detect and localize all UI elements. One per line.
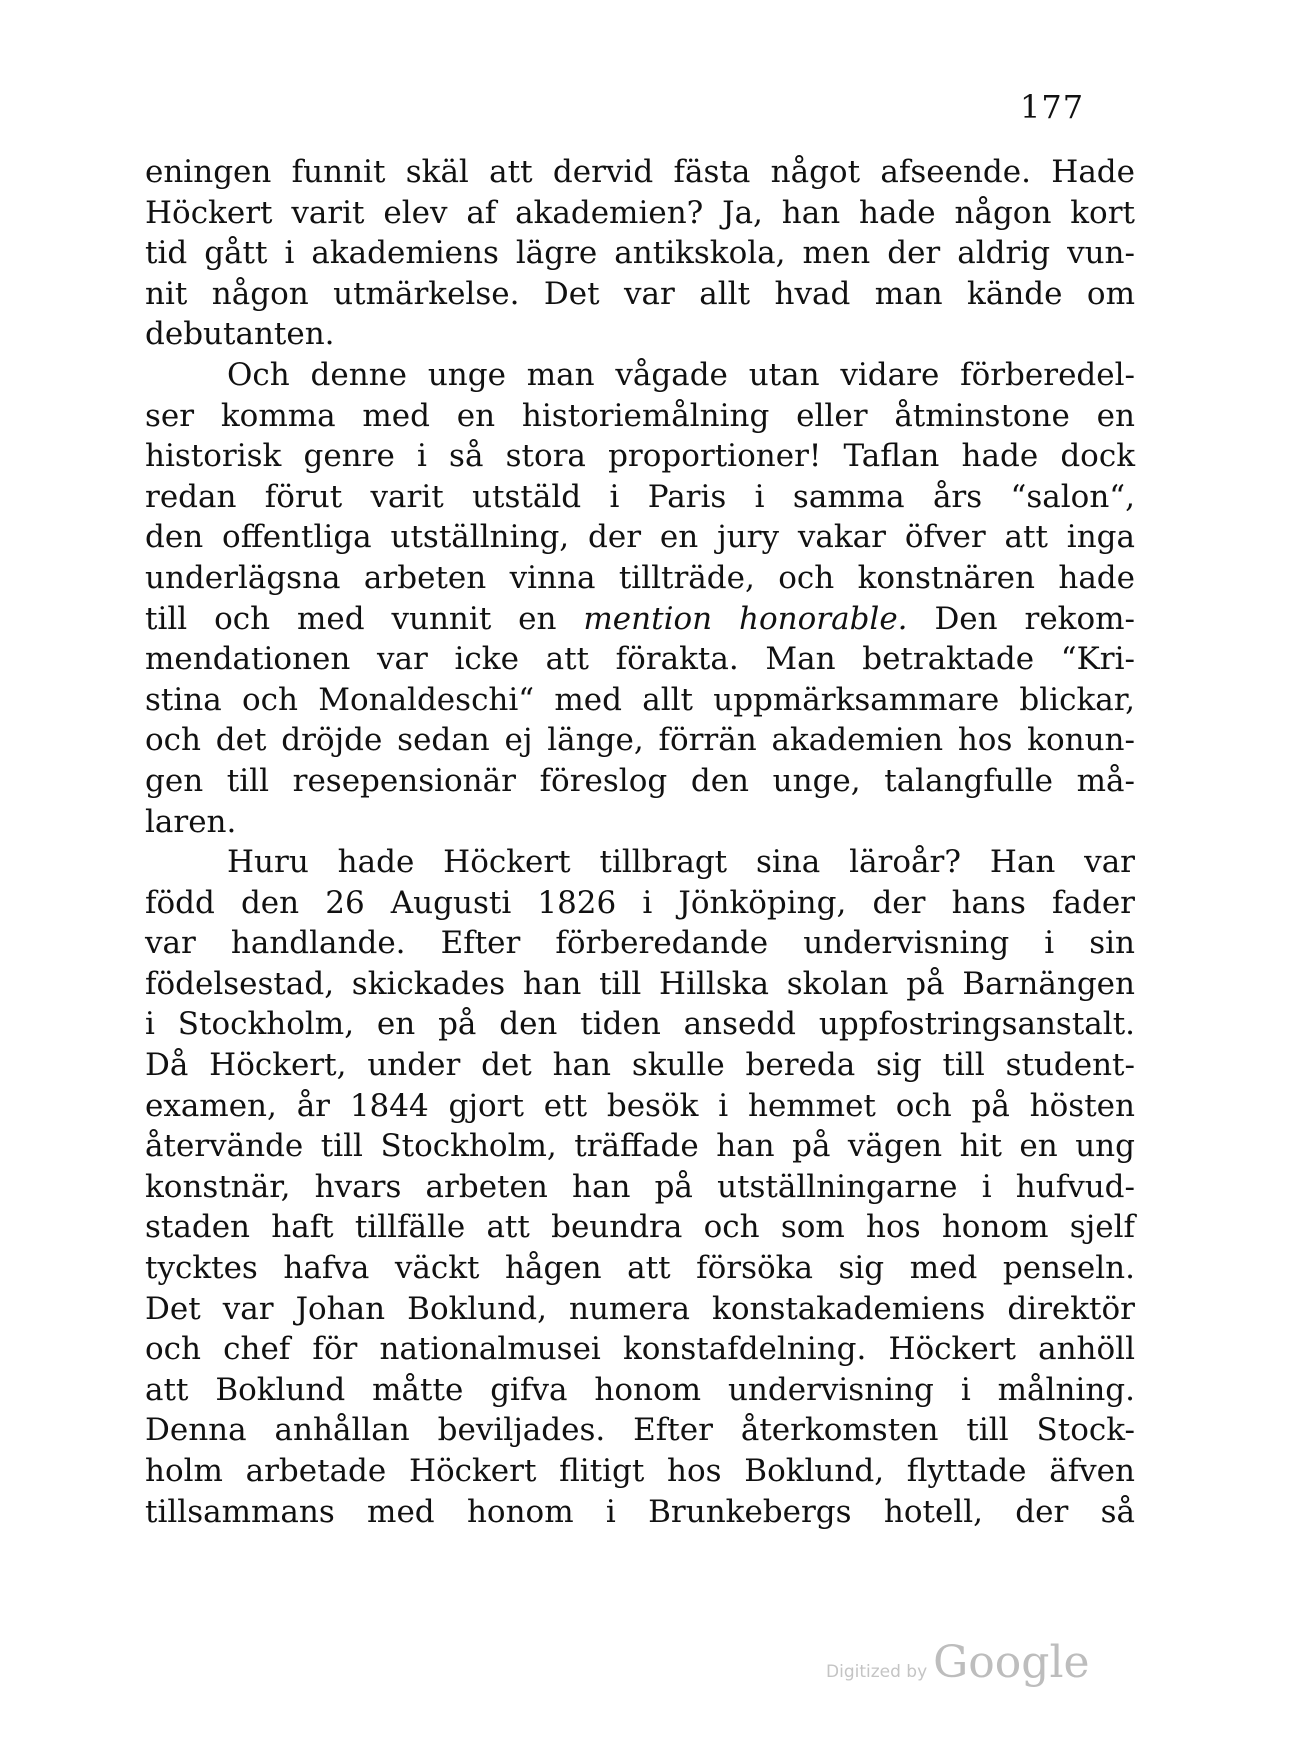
- text-line: underlägsna arbeten vinna tillträde, och konstnären hade: [145, 559, 1135, 596]
- text-line: och det dröjde sedan ej länge, förrän akademien hos konun-: [145, 722, 1135, 759]
- text-line: mendationen var icke att förakta. Man betraktade “Kri-: [145, 641, 1135, 678]
- text-line: att Boklund måtte gifva honom undervisning i målning.: [145, 1371, 1135, 1408]
- text-line: debutanten.: [145, 316, 335, 353]
- text-line: gen till resepensionär föreslog den unge, talangfulle må-: [145, 762, 1135, 799]
- google-logo: Google: [933, 1637, 1090, 1688]
- text-line: [145, 599, 1135, 640]
- text-line: Denna anhållan beviljades. Efter återkomsten till Stock-: [145, 1412, 1135, 1449]
- text-line: Och denne unge man vågade utan vidare förberedel-: [227, 356, 1135, 393]
- text-line: var handlande. Efter förberedande undervisning i sin: [145, 925, 1135, 962]
- text-line: ser komma med en historiemålning eller åtminstone en: [145, 397, 1135, 434]
- text-line: Då Höckert, under det han skulle bereda sig till student-: [145, 1047, 1135, 1084]
- watermark-prefix: Digitized by: [826, 1662, 928, 1682]
- text-line: Huru hade Höckert tillbragt sina läroår? Han var: [227, 844, 1135, 881]
- text-line: eningen funnit skäl att dervid fästa något afseende. Hade: [145, 154, 1135, 190]
- text-line: examen, år 1844 gjort ett besök i hemmet och på hösten: [145, 1087, 1135, 1124]
- text-line: och chef för nationalmusei konstafdelning. Höckert anhöll: [145, 1331, 1135, 1368]
- text-line: återvände till Stockholm, träffade han på vägen hit en ung: [145, 1128, 1135, 1165]
- text-line: stina och Monaldeschi“ med allt uppmärksammare blickar,: [145, 681, 1135, 718]
- text-line: tillsammans med honom i Brunkebergs hotell, der så: [145, 1493, 1135, 1530]
- text-line: staden haft tillfälle att beundra och som hos honom sjelf: [145, 1209, 1135, 1246]
- text-segment: Den rekom-: [907, 600, 1136, 637]
- digitized-watermark: [826, 1637, 1090, 1688]
- body-text: [145, 152, 1135, 1532]
- text-line: nit någon utmärkelse. Det var allt hvad man kände om: [145, 275, 1135, 312]
- text-line: konstnär, hvars arbeten han på utställningarne i hufvud-: [145, 1168, 1135, 1205]
- text-line: född den 26 Augusti 1826 i Jönköping, der hans fader: [145, 884, 1135, 921]
- text-line: Höckert varit elev af akademien? Ja, han hade någon kort: [145, 194, 1135, 231]
- text-line: historisk genre i så stora proportioner! Taflan hade dock: [145, 438, 1135, 475]
- text-line: tid gått i akademiens lägre antikskola, men der aldrig vun-: [145, 235, 1135, 272]
- text-line: i Stockholm, en på den tiden ansedd uppfostringsanstalt.: [145, 1006, 1135, 1043]
- text-line: holm arbetade Höckert flitigt hos Boklund, flyttade äfven: [145, 1453, 1135, 1489]
- text-segment: till och med vunnit en: [145, 600, 584, 637]
- text-line: tycktes hafva väckt hågen att försöka sig med penseln.: [145, 1250, 1135, 1287]
- text-line: laren.: [145, 803, 237, 840]
- text-line: den offentliga utställning, der en jury vakar öfver att inga: [145, 519, 1135, 556]
- text-line: Det var Johan Boklund, numera konstakademiens direktör: [145, 1290, 1135, 1327]
- text-line: födelsestad, skickades han till Hillska skolan på Barnängen: [145, 965, 1135, 1002]
- italic-phrase: mention honorable.: [583, 600, 908, 637]
- text-line: redan förut varit utstäld i Paris i samma års “salon“,: [145, 478, 1135, 515]
- page-number: 177: [1020, 88, 1085, 126]
